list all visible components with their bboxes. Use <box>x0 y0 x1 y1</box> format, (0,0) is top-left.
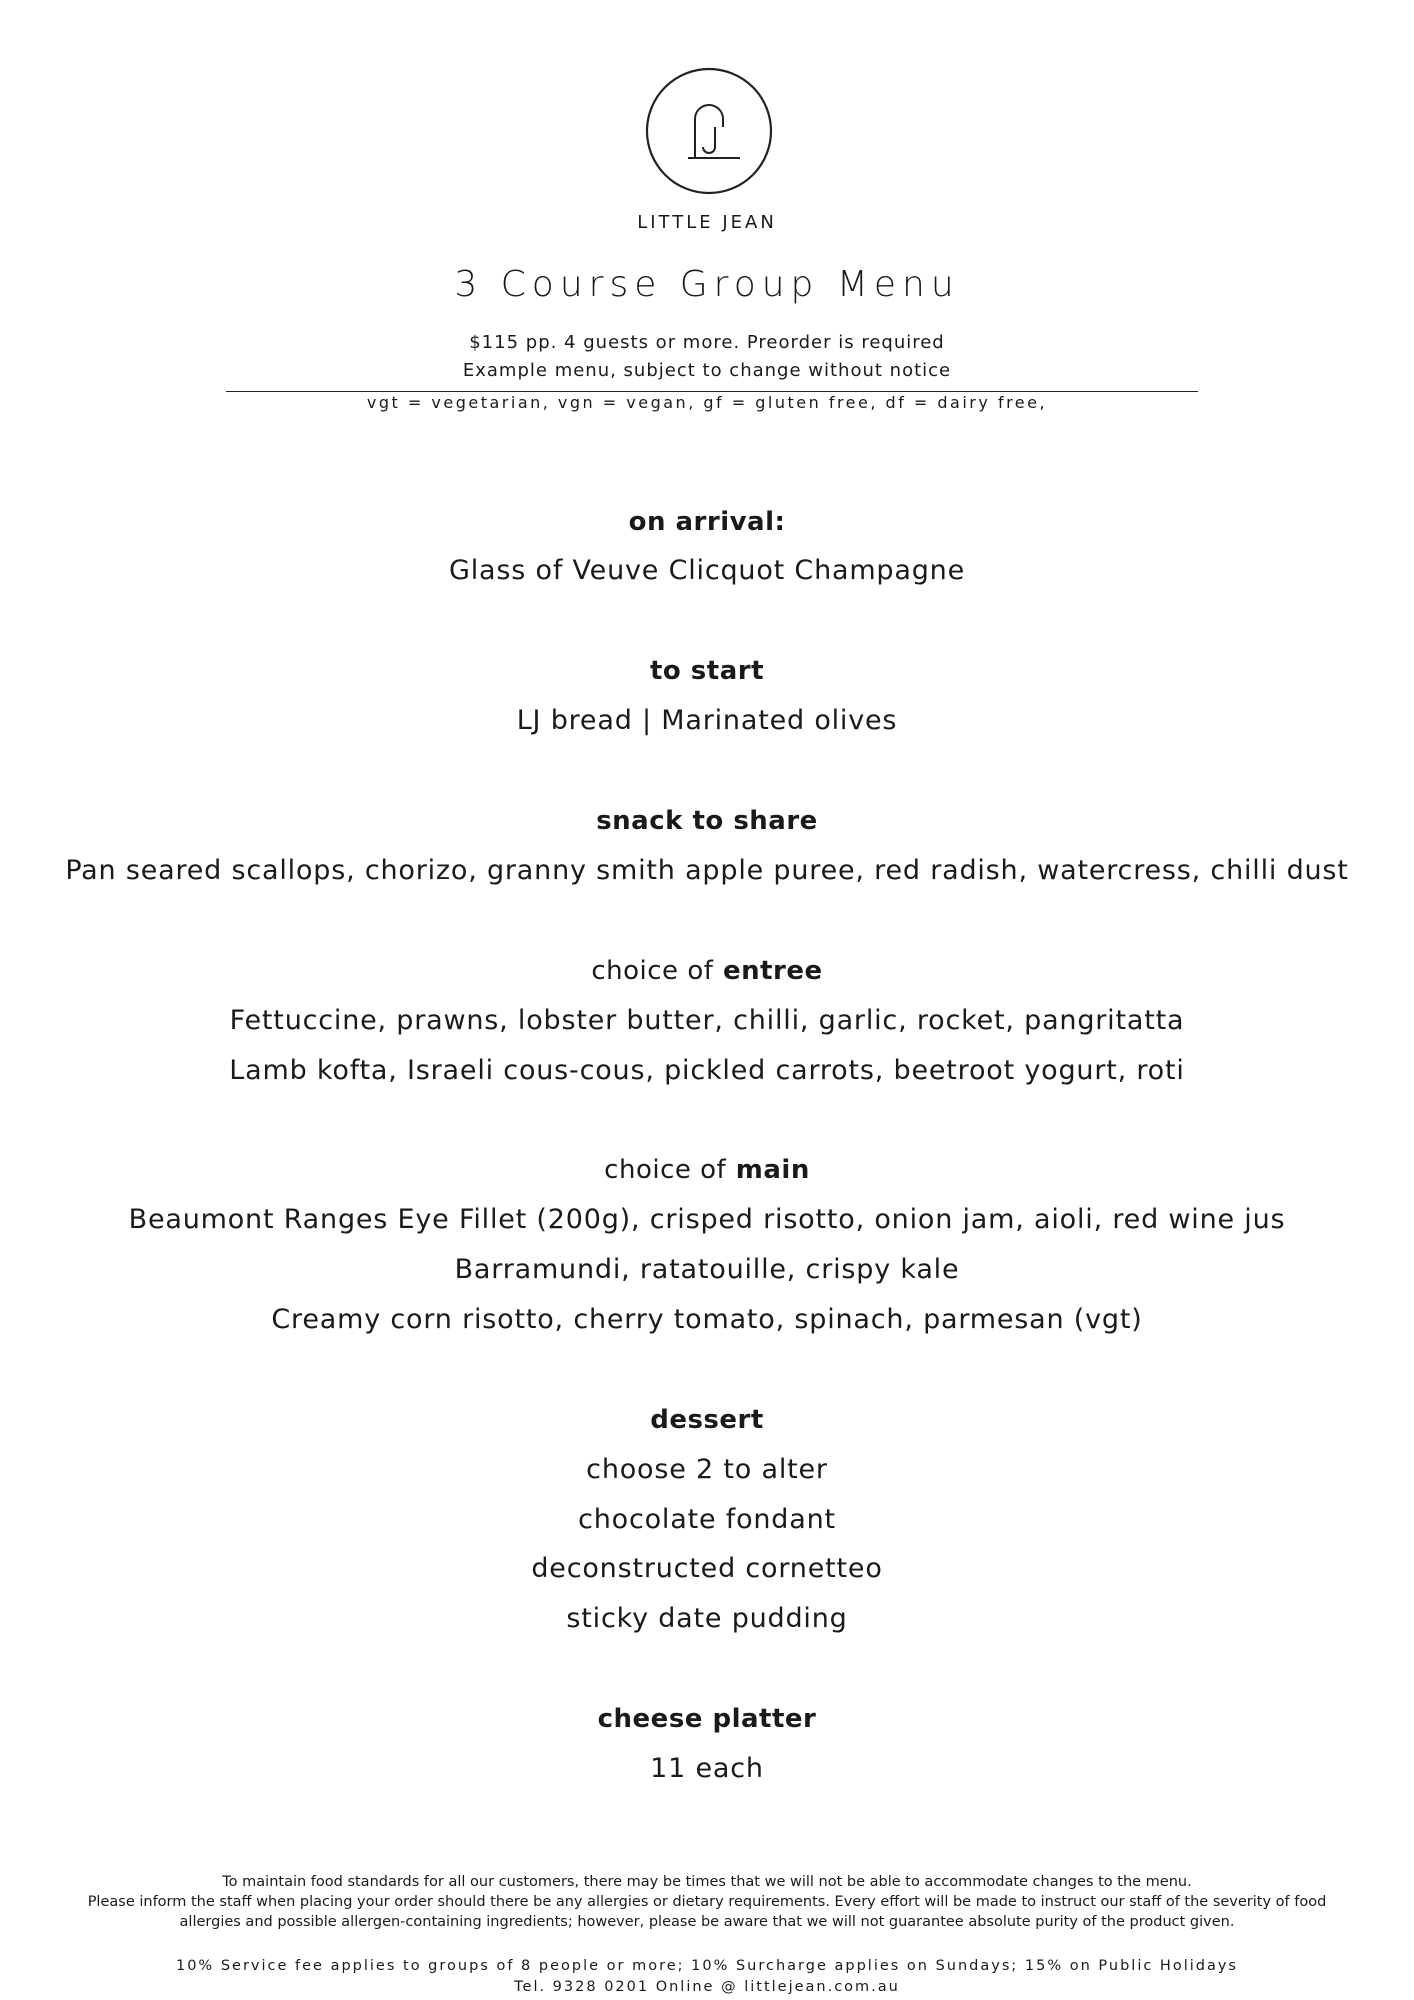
little-jean-logo <box>645 67 773 195</box>
main-heading <box>0 1155 1414 1185</box>
entree-heading-label: entree <box>722 956 823 986</box>
start-heading: to start <box>649 656 765 686</box>
header-divider <box>226 391 1198 392</box>
main-item: Creamy corn risotto, cherry tomato, spinach, parmesan (vgt) <box>271 1304 1143 1335</box>
arrival-heading: on arrival: <box>628 507 786 537</box>
cheese-item: 11 each <box>650 1753 764 1784</box>
start-item: LJ bread | Marinated olives <box>516 705 898 736</box>
price-line: $115 pp. 4 guests or more. Preorder is required <box>469 332 945 353</box>
footer-note: To maintain food standards for all our customers, there may be times that we will not be able to accommodate changes to the menu. <box>222 1874 1192 1890</box>
main-heading-label: main <box>735 1155 810 1185</box>
dessert-item: sticky date pudding <box>566 1603 848 1634</box>
snack-item: Pan seared scallops, chorizo, granny smith apple puree, red radish, watercress, chilli dust <box>65 855 1349 886</box>
dessert-heading: dessert <box>650 1405 764 1435</box>
entree-heading-prefix: choice of <box>591 956 714 986</box>
footer-note: allergies and possible allergen-containing ingredients; however, please be aware that we will not guarantee absolute purity of the product given. <box>179 1914 1235 1930</box>
dessert-item: choose 2 to alter <box>586 1454 828 1485</box>
dessert-item: deconstructed cornetteo <box>531 1553 883 1584</box>
brand-name: LITTLE JEAN <box>637 212 777 233</box>
disclaimer-line: Example menu, subject to change without notice <box>462 360 952 381</box>
main-heading-prefix: choice of <box>604 1155 727 1185</box>
arrival-item: Glass of Veuve Clicquot Champagne <box>449 555 965 586</box>
footer-contact: Tel. 9328 0201 Online @ littlejean.com.au <box>514 1979 900 1995</box>
lj-monogram-icon <box>645 67 773 195</box>
entree-item: Lamb kofta, Israeli cous-cous, pickled carrots, beetroot yogurt, roti <box>229 1055 1185 1086</box>
entree-item: Fettuccine, prawns, lobster butter, chilli, garlic, rocket, pangritatta <box>229 1005 1185 1036</box>
footer-note: Please inform the staff when placing your order should there be any allergies or dietary requirements. Every effort will be made to instruct our staff of the severity of food <box>87 1894 1327 1910</box>
dietary-key: vgt = vegetarian, vgn = vegan, gf = gluten free, df = dairy free, <box>366 393 1048 412</box>
dessert-item: chocolate fondant <box>578 1504 836 1535</box>
main-item: Beaumont Ranges Eye Fillet (200g), crisped risotto, onion jam, aioli, red wine jus <box>128 1204 1286 1235</box>
menu-title: 3 Course Group Menu <box>454 264 960 305</box>
cheese-heading: cheese platter <box>597 1704 817 1734</box>
footer-fees: 10% Service fee applies to groups of 8 people or more; 10% Surcharge applies on Sundays; 15% on Public Holidays <box>175 1958 1238 1974</box>
entree-heading <box>0 956 1414 986</box>
snack-heading: snack to share <box>596 806 818 836</box>
main-item: Barramundi, ratatouille, crispy kale <box>454 1254 960 1285</box>
